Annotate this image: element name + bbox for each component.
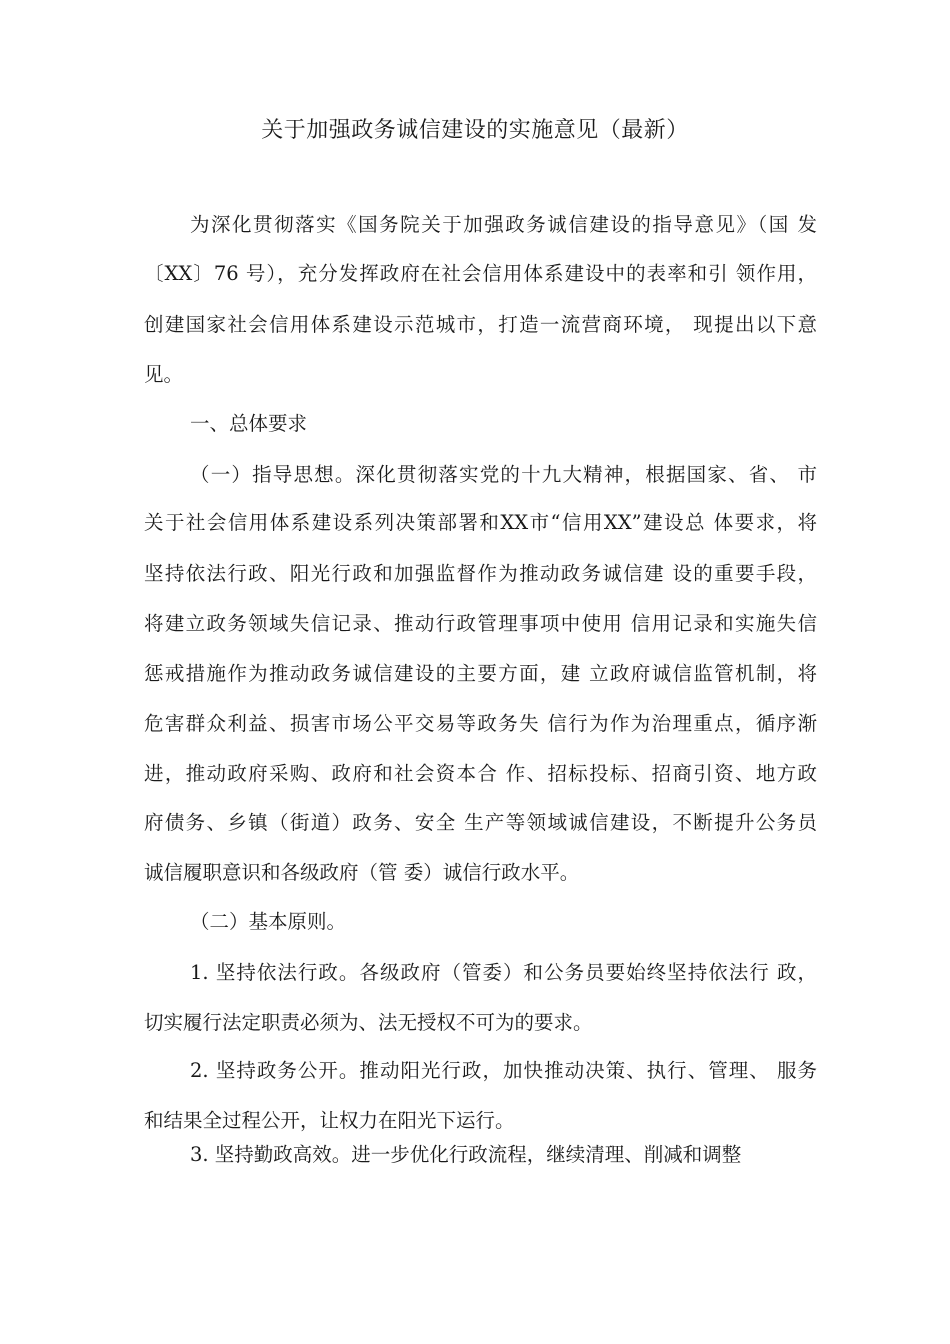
document-title: 关于加强政务诚信建设的实施意见（最新） [261,118,689,143]
subsection-heading: （二）基本原则。 [190,910,347,933]
paragraph-line: （一）指导思想。深化贯彻落实党的十九大精神，根据国家、省、 市 [190,463,817,486]
paragraph-line: 坚持依法行政、阳光行政和加强监督作为推动政务诚信建 设的重要手段， [144,562,817,585]
paragraph-line: 切实履行法定职责必须为、法无授权不可为的要求。 [144,1011,593,1034]
paragraph-line: 为深化贯彻落实《国务院关于加强政务诚信建设的指导意见》（国 发 [190,213,817,236]
paragraph-line: 进，推动政府采购、政府和社会资本合 作、招标投标、招商引资、地方政 [144,762,817,785]
paragraph-line: 〔XX〕76 号），充分发挥政府在社会信用体系建设中的表率和引 领作用， [144,262,817,285]
paragraph-line: 见。 [144,363,184,386]
paragraph-line: 1. 坚持依法行政。各级政府（管委）和公务员要始终坚持依法行 政， [190,961,817,984]
paragraph-line: 府债务、乡镇（街道）政务、安全 生产等领域诚信建设，不断提升公务员 [144,811,817,834]
section-heading: 一、总体要求 [190,412,308,435]
paragraph-line: 关于社会信用体系建设系列决策部署和XX市“信用XX”建设总 体要求，将 [144,511,817,534]
paragraph-line: 将建立政务领域失信记录、推动行政管理事项中使用 信用记录和实施失信 [144,612,817,635]
paragraph-line: 2. 坚持政务公开。推动阳光行政，加快推动决策、执行、管理、 服务 [190,1059,817,1082]
paragraph-line: 惩戒措施作为推动政务诚信建设的主要方面，建 立政府诚信监管机制，将 [144,662,817,685]
paragraph-line: 3. 坚持勤政高效。进一步优化行政流程，继续清理、削减和调整 [190,1143,742,1166]
paragraph-line: 和结果全过程公开，让权力在阳光下运行。 [144,1109,515,1132]
paragraph-line: 创建国家社会信用体系建设示范城市，打造一流营商环境， 现提出以下意 [144,313,817,336]
paragraph-line: 诚信履职意识和各级政府（管 委）诚信行政水平。 [144,861,580,884]
paragraph-line: 危害群众利益、损害市场公平交易等政务失 信行为作为治理重点，循序渐 [144,712,817,735]
